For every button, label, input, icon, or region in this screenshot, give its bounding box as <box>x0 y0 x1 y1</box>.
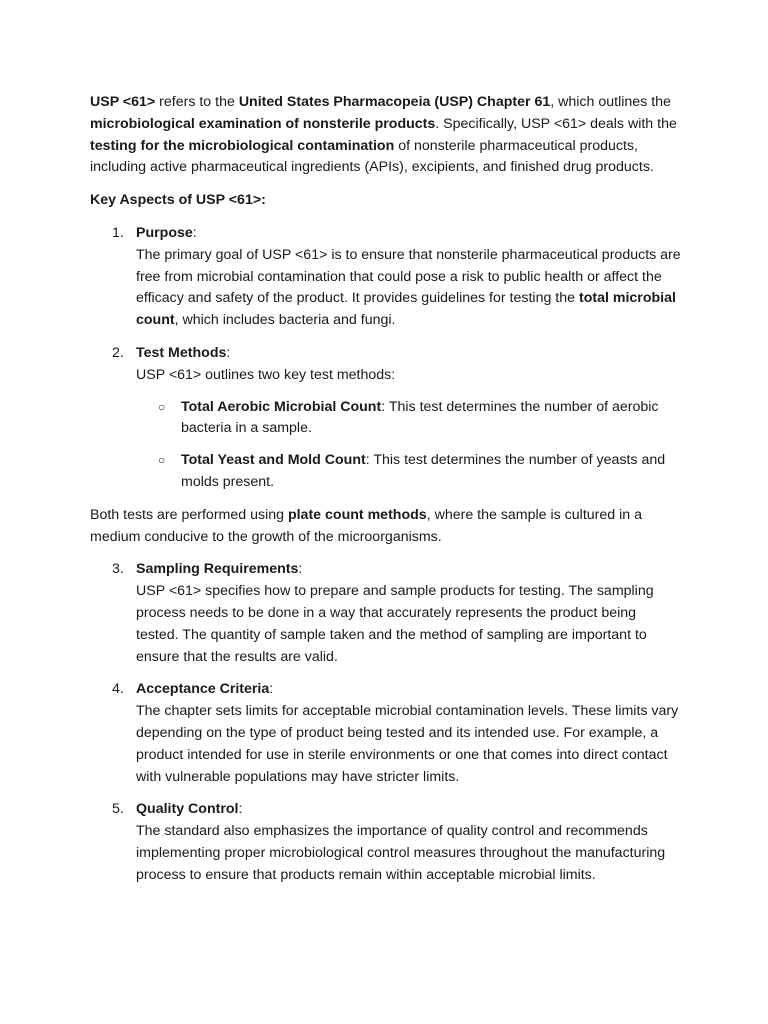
list-item-colon: : <box>238 801 243 818</box>
key-aspects-list-a <box>90 223 682 494</box>
hollow-circle-bullet-icon: ○ <box>158 453 166 468</box>
document-page <box>90 92 682 898</box>
list-item-title: Sampling Requirements <box>136 561 299 578</box>
intro-bold-usp61: USP <61> <box>90 94 156 110</box>
list-item-quality-control <box>90 799 682 886</box>
between-text-2: , where the sample is cultured in a medium conducive to the growth of the microorganisms. <box>90 506 642 545</box>
list-item-body: The standard also emphasizes the importance of quality control and recommends implementing proper microbiological control measures throughout the manufacturing process to ensure that products remain within acceptable microbial limits. <box>136 823 666 883</box>
purpose-text-1: The primary goal of USP <61> is to ensure that nonsterile pharmaceutical products are free from microbial contamination that could pose a risk to public health or affect the efficacy and safety of the product. It provides guidelines for testing the <box>136 246 681 307</box>
list-item-body: USP <61> specifies how to prepare and sample products for testing. The sampling process needs to be done in a way that accurately represents the product being tested. The quantity of sample taken and the method of sampling are important to ensure that the results are valid. <box>136 583 654 665</box>
list-item-title: Purpose <box>136 224 193 241</box>
section-heading: Key Aspects of USP <61>: <box>90 192 266 209</box>
list-item-colon: : <box>226 344 231 361</box>
sublist-item-text: : This test determines the number of aerobic bacteria in a sample. <box>181 398 659 437</box>
intro-text-2: , which outlines the <box>550 94 671 110</box>
list-item-sampling <box>90 559 682 668</box>
between-bold-plate-count: plate count methods <box>287 506 427 523</box>
sublist-item-yeast-mold <box>136 450 682 494</box>
list-item-colon: : <box>269 681 274 698</box>
list-item-number: 4. <box>112 681 124 698</box>
list-item-number: 1. <box>112 224 124 241</box>
sublist-item-aerobic <box>136 397 682 441</box>
intro-text-4: of nonsterile pharmaceutical products, including active pharmaceutical ingredients (APIs), excipients, and finished drug products. <box>90 137 654 176</box>
key-aspects-list-b <box>90 559 682 886</box>
list-item-title-line <box>136 559 682 581</box>
list-item-title: Test Methods <box>136 344 227 361</box>
purpose-text-2: , which includes bacteria and fungi. <box>174 312 396 329</box>
list-item-title-line <box>136 799 682 821</box>
list-item-title: Acceptance Criteria <box>136 681 270 698</box>
list-item-test-methods <box>90 343 682 494</box>
list-item-body: The chapter sets limits for acceptable microbial contamination levels. These limits vary depending on the type of product being tested and its intended use. For example, a product intended for use in sterile environments or one that comes into direct contact with vulnerable populations may have stricter limits. <box>136 703 679 785</box>
list-item-colon: : <box>192 224 197 241</box>
list-item-title-line <box>136 223 682 245</box>
list-item-colon: : <box>298 561 303 578</box>
intro-text-1: refers to the <box>155 94 239 110</box>
list-item-number: 3. <box>112 561 124 578</box>
sublist-item-title: Total Aerobic Microbial Count <box>181 398 382 415</box>
plate-count-paragraph <box>90 505 682 549</box>
list-item-body <box>136 245 682 332</box>
list-item-purpose <box>90 223 682 332</box>
list-item-number: 2. <box>112 344 124 361</box>
list-item-acceptance <box>90 679 682 788</box>
list-item-title-line <box>136 343 682 365</box>
test-methods-sublist <box>136 397 682 494</box>
sublist-item-text: : This test determines the number of yeasts and molds present. <box>181 452 666 490</box>
intro-bold-micro-exam: microbiological examination of nonsterile products <box>90 115 436 132</box>
list-item-title-line <box>136 679 682 701</box>
hollow-circle-bullet-icon: ○ <box>158 399 166 414</box>
intro-paragraph <box>90 92 682 179</box>
list-item-number: 5. <box>112 801 124 818</box>
intro-bold-testing: testing for the microbiological contamination <box>90 137 395 154</box>
between-text-1: Both tests are performed using <box>90 506 288 523</box>
list-item-body: USP <61> outlines two key test methods: <box>136 366 396 383</box>
intro-bold-usp-chapter: United States Pharmacopeia (USP) Chapter 61 <box>238 94 551 110</box>
purpose-bold-total-count: total microbial count <box>136 290 676 329</box>
intro-text-3: . Specifically, USP <61> deals with the <box>435 115 677 132</box>
list-item-title: Quality Control <box>136 801 239 818</box>
sublist-item-title: Total Yeast and Mold Count <box>181 452 366 469</box>
